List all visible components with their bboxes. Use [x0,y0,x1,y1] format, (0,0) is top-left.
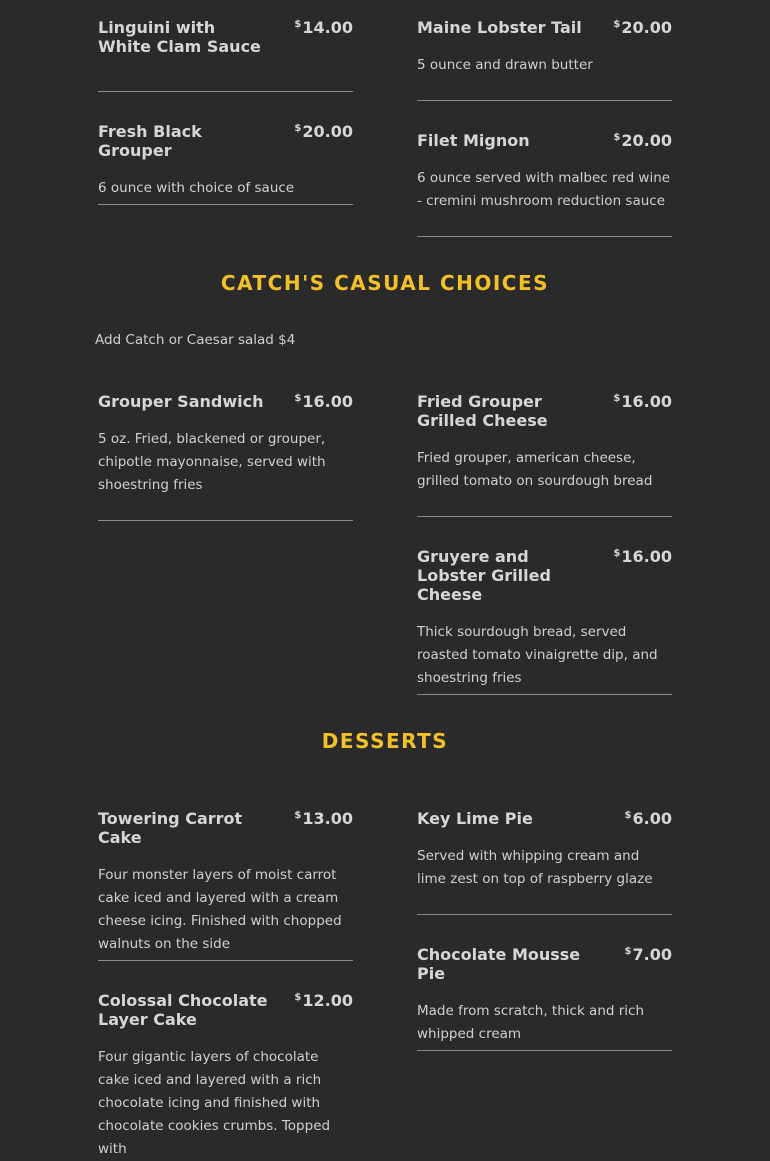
currency-symbol: $ [294,123,302,134]
item-description: Served with whipping cream and lime zest on top of raspberry glaze [417,848,653,887]
item-price: $6.00 [624,809,672,828]
item-price: $20.00 [294,122,353,141]
item-description: 5 ounce and drawn butter [417,57,593,73]
section-title-casual: CATCH'S CASUAL CHOICES [220,271,550,295]
item-description: Thick sourdough bread, served roasted tomato vinaigrette dip, and shoestring fries [417,624,658,686]
item-name: Colossal Chocolate Layer Cake [98,991,268,1029]
currency-symbol: $ [624,946,632,957]
item-name: Fresh Black Grouper [98,122,202,160]
item-name: Chocolate Mousse Pie [417,945,581,983]
menu-item [417,131,672,237]
menu-item [417,809,672,915]
menu-item [98,392,353,521]
item-price: $12.00 [294,991,353,1010]
section-title-desserts: DESSERTS [321,729,449,753]
item-name: Towering Carrot Cake [98,809,243,847]
currency-symbol: $ [294,810,302,821]
item-name: Grouper Sandwich [98,392,264,411]
currency-symbol: $ [613,19,621,30]
currency-symbol: $ [624,810,632,821]
currency-symbol: $ [294,992,302,1003]
item-price: $16.00 [613,547,672,566]
currency-symbol: $ [294,19,302,30]
item-description: Made from scratch, thick and rich whipped cream [417,1003,645,1042]
item-price: $14.00 [294,18,353,37]
item-name: Maine Lobster Tail [417,18,582,37]
menu-item [417,945,672,1051]
item-price: $13.00 [294,809,353,828]
salad-addon-note: Add Catch or Caesar salad $4 [95,332,296,348]
currency-symbol: $ [613,393,621,404]
menu-item [417,547,672,695]
menu-item [417,18,672,101]
menu-item [98,991,353,1157]
menu-item [98,18,353,92]
item-description: Fried grouper, american cheese, grilled tomato on sourdough bread [417,450,653,489]
currency-symbol: $ [294,393,302,404]
item-price: $16.00 [613,392,672,411]
item-price: $7.00 [624,945,672,964]
item-description: 6 ounce served with malbec red wine - cremini mushroom reduction sauce [417,170,671,209]
item-name: Key Lime Pie [417,809,533,828]
menu-item [98,122,353,205]
item-name: Filet Mignon [417,131,530,150]
item-description: Four gigantic layers of chocolate cake iced and layered with a rich chocolate icing and finished with chocolate cookies crumbs. Topped with [98,1049,331,1157]
item-name: Gruyere and Lobster Grilled Cheese [417,547,551,604]
menu-item [98,809,353,961]
currency-symbol: $ [613,132,621,143]
item-price: $20.00 [613,131,672,150]
menu-item [417,392,672,517]
item-description: 5 oz. Fried, blackened or grouper, chipotle mayonnaise, served with shoestring fries [98,431,326,493]
item-name: Fried Grouper Grilled Cheese [417,392,548,430]
currency-symbol: $ [613,548,621,559]
item-description: 6 ounce with choice of sauce [98,180,295,196]
item-price: $20.00 [613,18,672,37]
item-name: Linguini with White Clam Sauce [98,18,261,56]
item-price: $16.00 [294,392,353,411]
item-description: Four monster layers of moist carrot cake iced and layered with a cream cheese icing. Finished with chopped walnuts on the side [98,867,342,952]
